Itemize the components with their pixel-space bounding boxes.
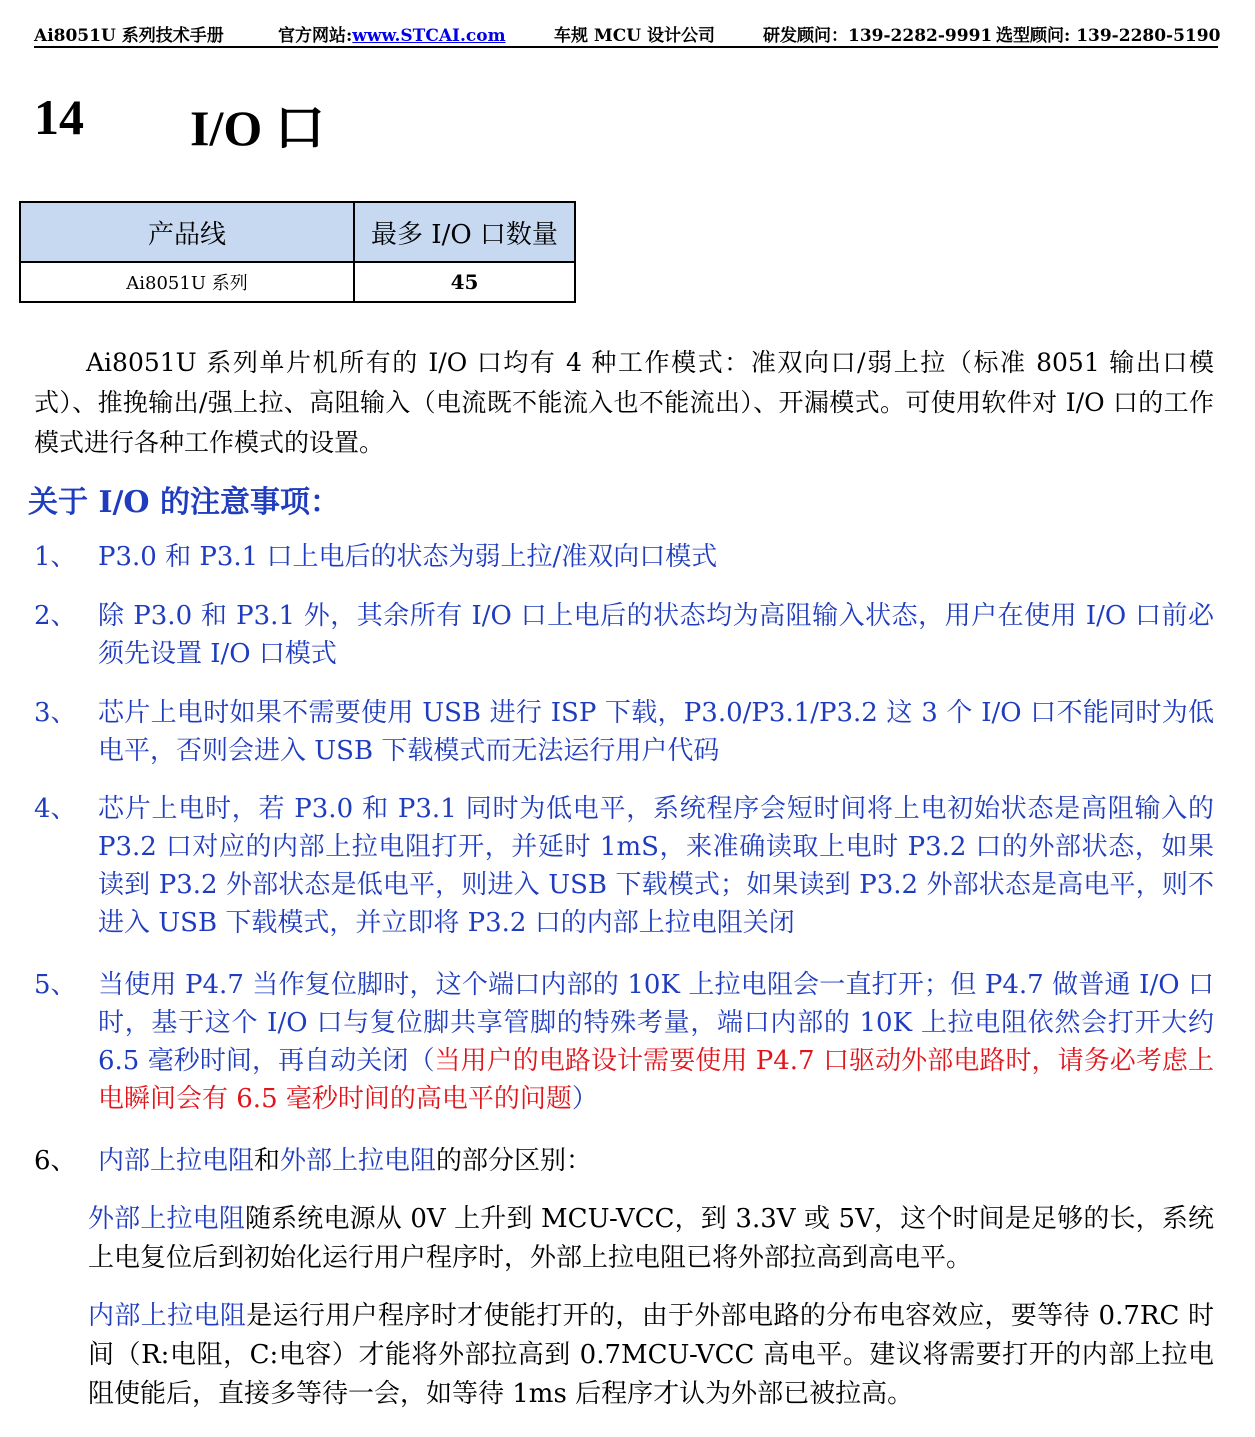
cell-io-count: 45 xyxy=(354,262,575,302)
col-header-product: 产品线 xyxy=(20,202,354,262)
note-text: 芯片上电时，若 P3.0 和 P3.1 同时为低电平，系统程序会短时间将上电初始状态是高阻输入的 P3.2 口对应的内部上拉电阻打开，并延时 1mS，来准确读取上电时 P3.2 口的外部状态，如果读到 P3.2 外部状态是低电平，则进入 USB 下载模式；如果读到 P3.2 外部状态是高电平，则不进入 USB 下载模式，并立即将 P3.2 口的内部上拉电阻关闭 xyxy=(98,794,1214,938)
website-link[interactable]: www.STCAI.com xyxy=(352,26,506,46)
note-item-6 xyxy=(34,1142,1214,1180)
internal-pullup-term: 内部上拉电阻 xyxy=(88,1301,247,1331)
external-pullup-term: 外部上拉电阻 xyxy=(88,1204,245,1234)
note-number: 5、 xyxy=(34,970,77,1000)
note-item-5 xyxy=(34,966,1214,1118)
company-tagline: 车规 MCU 设计公司 xyxy=(554,26,716,46)
external-pullup-paragraph: 外部上拉电阻随系统电源从 0V 上升到 MCU-VCC，到 3.3V 或 5V，这个时间是足够的长，系统上电复位后到初始化运行用户程序时，外部上拉电阻已将外部拉高到高电平。 xyxy=(88,1204,1214,1273)
note-item-3 xyxy=(34,694,1214,770)
internal-pullup-paragraph: 内部上拉电阻是运行用户程序时才使能打开的，由于外部电路的分布电容效应，要等待 0.7RC 时间（R:电阻，C:电容）才能将外部拉高到 0.7MCU-VCC 高电平。建议将需要打开的内部上拉电阻使能后，直接多等待一会，如等待 1ms 后程序才认为外部已被拉高。 xyxy=(88,1301,1214,1409)
col-header-io-count: 最多 I/O 口数量 xyxy=(354,202,575,262)
note-number: 1、 xyxy=(34,542,77,572)
warning-text: 当用户的电路设计需要使用 P4.7 口驱动外部电路时，请务必考虑上电瞬间会有 6.5 毫秒时间的高电平的问题 xyxy=(98,1046,1214,1114)
note-text: 当使用 P4.7 当作复位脚时，这个端口内部的 10K 上拉电阻会一直打开；但 P4.7 做普通 I/O 口时，基于这个 I/O 口与复位脚共享管脚的特殊考量，端口内部的 10K 上拉电阻依然会打开大约 6.5 毫秒时间，再自动关闭（当用户的电路设计需要使用 P4.7 口驱动外部电路时，请务必考虑上电瞬间会有 6.5 毫秒时间的高电平的问题） xyxy=(98,970,1214,1114)
note-item-2 xyxy=(34,597,1214,673)
note-number: 4、 xyxy=(34,794,77,824)
sales-contact: 选型顾问: 139-2280-5190 xyxy=(996,26,1221,46)
note-number: 6、 xyxy=(34,1146,77,1176)
table-header-row xyxy=(20,202,575,262)
rd-contact: 研发顾问：139-2282-9991 xyxy=(763,26,993,46)
note-number: 2、 xyxy=(34,601,77,631)
note-item-4 xyxy=(34,790,1214,942)
note-text: P3.0 和 P3.1 口上电后的状态为弱上拉/准双向口模式 xyxy=(98,542,718,572)
note-number: 3、 xyxy=(34,698,77,728)
table-row xyxy=(20,262,575,302)
chapter-title: I/O 口 xyxy=(190,100,325,156)
notes-heading: 关于 I/O 的注意事项： xyxy=(28,485,341,520)
note-text: 除 P3.0 和 P3.1 外，其余所有 I/O 口上电后的状态均为高阻输入状态，用户在使用 I/O 口前必须先设置 I/O 口模式 xyxy=(98,601,1214,669)
chapter-number: 14 xyxy=(34,89,84,145)
cell-product: Ai8051U 系列 xyxy=(20,262,354,302)
io-count-table xyxy=(19,201,576,303)
note-text: 芯片上电时如果不需要使用 USB 进行 ISP 下载，P3.0/P3.1/P3.2 这 3 个 I/O 口不能同时为低电平，否则会进入 USB 下载模式而无法运行用户代码 xyxy=(98,698,1214,766)
manual-title: Ai8051U 系列技术手册 xyxy=(34,26,224,46)
intro-paragraph: Ai8051U 系列单片机所有的 I/O 口均有 4 种工作模式：准双向口/弱上拉（标准 8051 输出口模式）、推挽输出/强上拉、高阻输入（电流既不能流入也不能流出）、开漏模式。可使用软件对 I/O 口的工作模式进行各种工作模式的设置。 xyxy=(34,348,1214,457)
note-item-1 xyxy=(34,538,1214,576)
note-text: 内部上拉电阻和外部上拉电阻的部分区别： xyxy=(98,1146,593,1176)
website-label: 官方网站:www.STCAI.com xyxy=(278,26,506,46)
page-header xyxy=(34,18,1221,48)
